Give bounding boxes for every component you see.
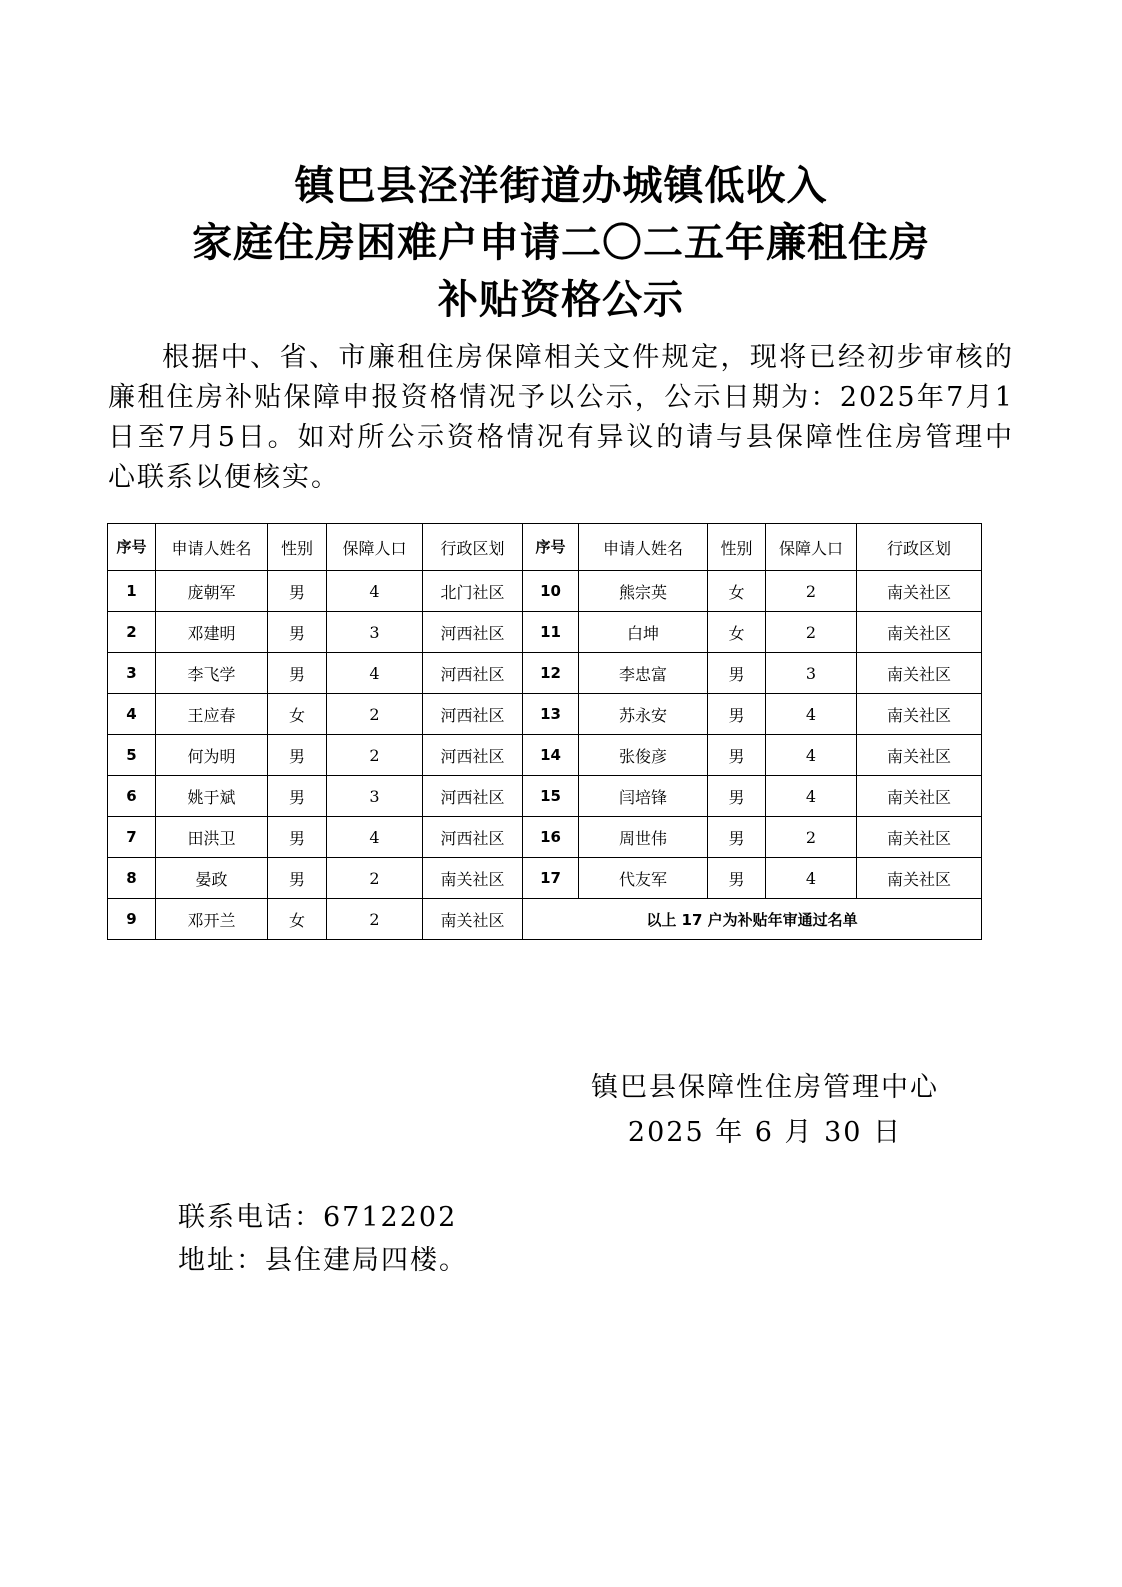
cell-name-left: 姚于斌 [156,776,268,817]
cell-gender-left: 男 [268,858,327,899]
table-row [108,899,982,940]
contact-phone: 联系电话：6712202 [178,1202,458,1233]
cell-no-left: 4 [108,694,156,735]
cell-people-left: 2 [327,858,423,899]
cell-gender-left: 男 [268,776,327,817]
cell-name-left: 邓开兰 [156,899,268,940]
cell-district-right: 南关社区 [857,571,982,612]
contact-block [178,1196,468,1282]
header-people-left: 保障人口 [327,524,423,571]
header-people-right: 保障人口 [766,524,857,571]
cell-name-right: 张俊彦 [579,735,708,776]
cell-no-right: 17 [523,858,579,899]
cell-name-right: 苏永安 [579,694,708,735]
cell-district-left: 河西社区 [423,653,523,694]
cell-no-right: 11 [523,612,579,653]
signature-date: 2025 年 6 月 30 日 [627,1117,903,1148]
cell-gender-right: 男 [708,858,766,899]
table-row [108,653,982,694]
signature-block [560,1065,970,1155]
cell-name-right: 代友军 [579,858,708,899]
header-district-right: 行政区划 [857,524,982,571]
cell-people-left: 4 [327,817,423,858]
cell-gender-right: 男 [708,653,766,694]
cell-no-right: 16 [523,817,579,858]
table-summary: 以上 17 户为补贴年审通过名单 [523,899,982,940]
cell-name-left: 何为明 [156,735,268,776]
cell-gender-right: 男 [708,735,766,776]
cell-name-left: 王应春 [156,694,268,735]
signature-org: 镇巴县保障性住房管理中心 [591,1072,939,1103]
cell-no-left: 3 [108,653,156,694]
cell-gender-left: 男 [268,817,327,858]
cell-no-left: 7 [108,817,156,858]
cell-no-right: 13 [523,694,579,735]
cell-name-right: 闫培锋 [579,776,708,817]
cell-gender-right: 男 [708,776,766,817]
cell-people-right: 4 [766,735,857,776]
cell-district-left: 河西社区 [423,612,523,653]
header-no-right: 序号 [523,524,579,571]
cell-district-left: 河西社区 [423,817,523,858]
cell-people-right: 2 [766,817,857,858]
cell-people-left: 4 [327,571,423,612]
cell-district-right: 南关社区 [857,612,982,653]
cell-district-right: 南关社区 [857,817,982,858]
cell-gender-left: 男 [268,612,327,653]
cell-name-left: 邓建明 [156,612,268,653]
cell-name-right: 熊宗英 [579,571,708,612]
table-row [108,735,982,776]
cell-name-left: 庞朝军 [156,571,268,612]
cell-people-left: 4 [327,653,423,694]
cell-district-left: 南关社区 [423,858,523,899]
table-row [108,776,982,817]
document-title [0,158,1122,329]
cell-people-left: 2 [327,735,423,776]
cell-no-left: 1 [108,571,156,612]
header-gender-left: 性别 [268,524,327,571]
cell-no-left: 8 [108,858,156,899]
cell-no-left: 9 [108,899,156,940]
cell-name-right: 李忠富 [579,653,708,694]
cell-gender-right: 男 [708,694,766,735]
cell-people-left: 2 [327,694,423,735]
cell-people-right: 2 [766,571,857,612]
cell-no-left: 6 [108,776,156,817]
cell-gender-left: 女 [268,899,327,940]
cell-no-left: 5 [108,735,156,776]
cell-gender-right: 女 [708,612,766,653]
header-gender-right: 性别 [708,524,766,571]
cell-no-right: 10 [523,571,579,612]
cell-gender-right: 男 [708,817,766,858]
cell-district-left: 河西社区 [423,735,523,776]
cell-people-left: 2 [327,899,423,940]
cell-no-left: 2 [108,612,156,653]
cell-district-right: 南关社区 [857,735,982,776]
cell-people-right: 3 [766,653,857,694]
header-district-left: 行政区划 [423,524,523,571]
cell-district-left: 北门社区 [423,571,523,612]
header-no-left: 序号 [108,524,156,571]
cell-people-right: 4 [766,858,857,899]
cell-district-left: 河西社区 [423,776,523,817]
applicant-table [107,523,982,940]
cell-people-left: 3 [327,612,423,653]
cell-no-right: 14 [523,735,579,776]
cell-people-right: 2 [766,612,857,653]
cell-district-left: 河西社区 [423,694,523,735]
table-row [108,612,982,653]
cell-gender-left: 男 [268,653,327,694]
cell-gender-right: 女 [708,571,766,612]
cell-name-left: 李飞学 [156,653,268,694]
cell-district-right: 南关社区 [857,694,982,735]
cell-no-right: 15 [523,776,579,817]
cell-name-right: 周世伟 [579,817,708,858]
cell-district-left: 南关社区 [423,899,523,940]
table-row [108,694,982,735]
cell-name-left: 田洪卫 [156,817,268,858]
cell-gender-left: 男 [268,735,327,776]
title-line-1: 镇巴县泾洋街道办城镇低收入 [294,163,828,209]
table-row [108,571,982,612]
cell-district-right: 南关社区 [857,653,982,694]
cell-gender-left: 女 [268,694,327,735]
cell-district-right: 南关社区 [857,776,982,817]
cell-people-left: 3 [327,776,423,817]
cell-district-right: 南关社区 [857,858,982,899]
cell-people-right: 4 [766,776,857,817]
header-name-left: 申请人姓名 [156,524,268,571]
cell-no-right: 12 [523,653,579,694]
cell-gender-left: 男 [268,571,327,612]
table-row [108,858,982,899]
table-header-row [108,524,982,571]
notice-paragraph: 根据中、省、市廉租住房保障相关文件规定，现将已经初步审核的廉租住房补贴保障申报资格情况予以公示，公示日期为：2025年7月1日至7月5日。如对所公示资格情况有异议的请与县保障性住房管理中心联系以便核实。 [108,342,1014,493]
cell-people-right: 4 [766,694,857,735]
cell-name-left: 晏政 [156,858,268,899]
contact-address: 地址：县住建局四楼。 [178,1245,468,1276]
table-body [108,571,982,940]
title-line-2: 家庭住房困难户申请二〇二五年廉租住房 [192,220,930,266]
header-name-right: 申请人姓名 [579,524,708,571]
title-line-3: 补贴资格公示 [438,277,684,323]
table-row [108,817,982,858]
cell-name-right: 白坤 [579,612,708,653]
